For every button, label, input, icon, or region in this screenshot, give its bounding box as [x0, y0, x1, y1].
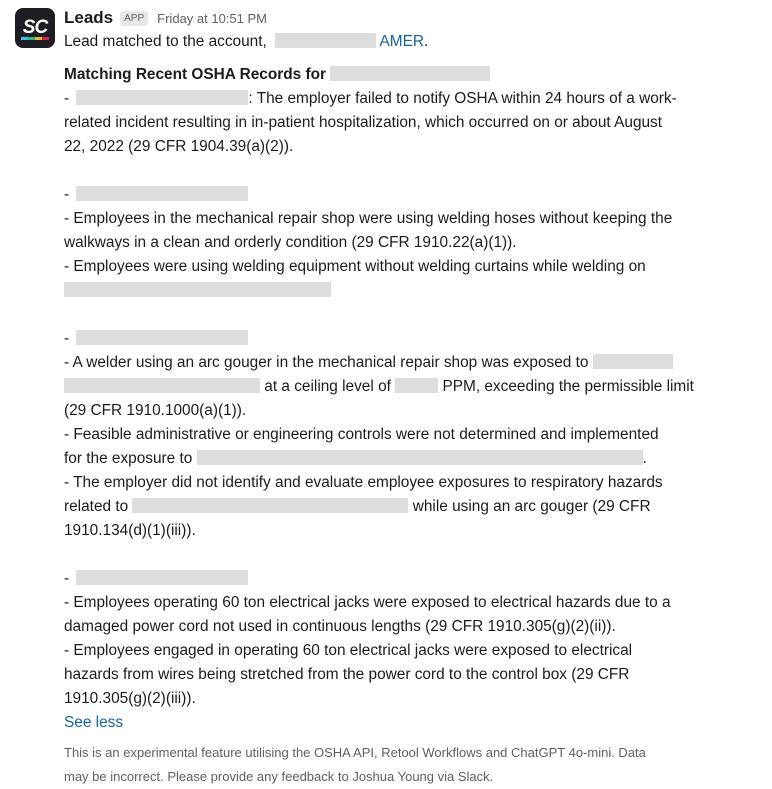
- app-badge: APP: [120, 11, 148, 26]
- record-3-text-6: while using an arc gouger (29 CFR: [412, 498, 651, 515]
- dash: -: [64, 330, 70, 347]
- record-4-line-1: - Employees operating 60 ton electrical jacks were exposed to electrical hazards due to a: [64, 594, 671, 611]
- record-4-header: [64, 567, 719, 591]
- message-header: [64, 6, 719, 30]
- records-heading-line: [64, 63, 719, 87]
- message-body: [64, 30, 719, 735]
- disclaimer-line-1: This is an experimental feature utilising the OSHA API, Retool Workflows and ChatGPT 4o-mini. Data: [64, 745, 646, 760]
- dash: -: [64, 90, 70, 107]
- redacted-exposure: [197, 450, 643, 465]
- record-2-header: [64, 183, 719, 207]
- redacted-location: [64, 282, 331, 297]
- record-3-line-1: [64, 351, 719, 375]
- record-3-line-2: [64, 375, 719, 399]
- redacted-record-id: [76, 186, 248, 201]
- disclaimer-footer: [64, 741, 719, 789]
- record-4-line-5: 1910.305(g)(2)(iii)).: [64, 690, 196, 707]
- record-3-period: .: [642, 450, 647, 467]
- redacted-record-id: [76, 90, 248, 105]
- redacted-substance: [593, 354, 673, 369]
- record-3-header: [64, 327, 719, 351]
- record-2-line-2: walkways in a clean and orderly condition (29 CFR 1910.22(a)(1)).: [64, 234, 517, 251]
- record-1-text: : The employer failed to notify OSHA within 24 hours of a work-: [248, 90, 677, 107]
- redacted-account-name: [275, 33, 376, 48]
- record-3-text-2: at a ceiling level of: [264, 378, 391, 395]
- record-2-line-4: [64, 279, 719, 303]
- record-4-line-3: - Employees engaged in operating 60 ton electrical jacks were exposed to electrical: [64, 642, 633, 659]
- redacted-substance-detail: [64, 378, 260, 393]
- record-3-text-3: PPM, exceeding the permissible limit: [442, 378, 694, 395]
- redacted-record-id: [76, 570, 248, 585]
- dash: -: [64, 570, 70, 587]
- redacted-ppm-value: [395, 378, 438, 393]
- redacted-record-id: [76, 330, 248, 345]
- disclaimer-line-2: may be incorrect. Please provide any feedback to Joshua Young via Slack.: [64, 769, 494, 784]
- lead-period: .: [423, 33, 429, 50]
- record-3-text-1: - A welder using an arc gouger in the mechanical repair shop was exposed to: [64, 354, 589, 371]
- region-link[interactable]: AMER: [379, 33, 424, 50]
- record-1-line-1: [64, 87, 719, 111]
- record-3-text-5: related to: [64, 498, 129, 515]
- record-3-line-6: - The employer did not identify and evaluate employee exposures to respiratory hazards: [64, 474, 663, 491]
- record-3-line-8: 1910.134(d)(1)(iii)).: [64, 522, 196, 539]
- record-3-line-5: [64, 447, 719, 471]
- records-heading: Matching Recent OSHA Records for: [64, 66, 326, 83]
- record-1-line-3: 22, 2022 (29 CFR 1904.39(a)(2)).: [64, 138, 294, 155]
- redacted-hazard: [132, 498, 408, 513]
- record-2-line-1: - Employees in the mechanical repair shop were using welding hoses without keeping the: [64, 210, 673, 227]
- bot-avatar[interactable]: [15, 8, 55, 48]
- record-3-line-3: (29 CFR 1910.1000(a)(1)).: [64, 402, 247, 419]
- redacted-company-name: [330, 66, 490, 81]
- record-4-line-4: hazards from wires being stretched from the power cord to the control box (29 CFR: [64, 666, 630, 683]
- record-2-line-3: - Employees were using welding equipment without welding curtains while welding on: [64, 258, 646, 275]
- lead-line: [64, 30, 719, 54]
- message-timestamp[interactable]: Friday at 10:51 PM: [157, 10, 267, 26]
- record-3-text-4: for the exposure to: [64, 450, 193, 467]
- record-1-line-2: related incident resulting in in-patient hospitalization, which occurred on or about August: [64, 114, 663, 131]
- record-4-line-2: damaged power cord not used in continuous lengths (29 CFR 1910.305(g)(2)(ii)).: [64, 618, 616, 635]
- record-3-line-7: [64, 495, 719, 519]
- see-less-link[interactable]: See less: [64, 714, 124, 731]
- message: [64, 6, 719, 789]
- sender-name[interactable]: Leads: [64, 8, 114, 27]
- lead-prefix: Lead matched to the account,: [64, 33, 267, 50]
- avatar-logo-text: SC: [22, 17, 48, 38]
- dash: -: [64, 186, 70, 203]
- record-3-line-4: - Feasible administrative or engineering controls were not determined and implemented: [64, 426, 659, 443]
